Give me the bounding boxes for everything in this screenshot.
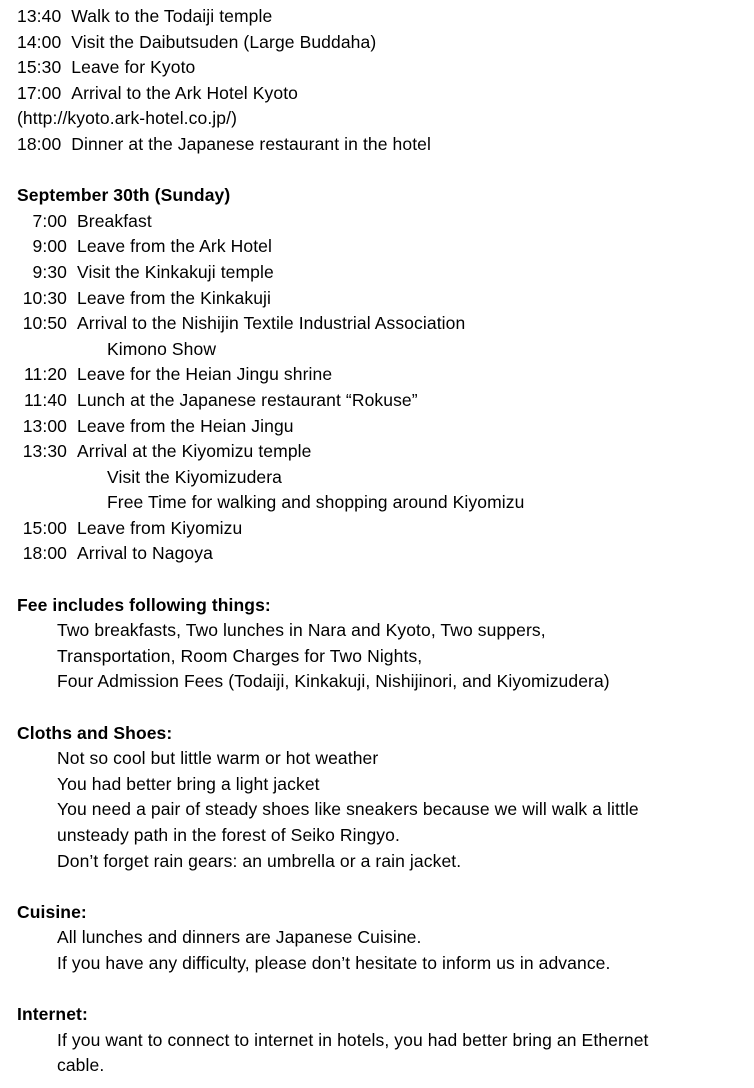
spacer: [17, 695, 737, 721]
spacer: [17, 874, 737, 900]
cloths-heading: Cloths and Shoes:: [17, 722, 173, 743]
cloths-line: unsteady path in the forest of Seiko Ringyo.: [57, 825, 400, 845]
schedule-item: [17, 81, 737, 107]
internet-heading: Internet:: [17, 1004, 88, 1025]
schedule-item: [17, 30, 737, 56]
cuisine-line: If you have any difficulty, please don’t hesitate to inform us in advance.: [57, 952, 611, 973]
schedule-text: Breakfast: [77, 210, 152, 231]
schedule-item: [17, 209, 737, 235]
schedule-time: 13:30: [22, 441, 67, 462]
schedule-time: 9:00: [32, 236, 67, 257]
cloths-line: You had better bring a light jacket: [57, 773, 320, 794]
schedule-item: [17, 55, 737, 81]
schedule-text: Leave from the Heian Jingu: [77, 415, 294, 436]
schedule-text: Leave for Kyoto: [71, 57, 196, 78]
cuisine-heading: Cuisine:: [17, 901, 87, 922]
schedule-item: [17, 414, 737, 440]
schedule-text: Leave for the Heian Jingu shrine: [77, 364, 333, 385]
schedule-item: [17, 388, 737, 414]
cloths-line: Don’t forget rain gears: an umbrella or a rain jacket.: [57, 850, 462, 871]
schedule-text: Arrival to Nagoya: [77, 543, 213, 564]
schedule-text: Lunch at the Japanese restaurant “Rokuse”: [77, 389, 418, 410]
schedule-time: 17:00: [17, 82, 62, 103]
schedule-time: 14:00: [17, 31, 62, 52]
day2-schedule: [17, 209, 737, 567]
cloths-line: You need a pair of steady shoes like sneakers because we will walk a little: [57, 799, 639, 820]
schedule-text: Walk to the Todaiji temple: [71, 6, 273, 26]
schedule-text: Dinner at the Japanese restaurant in the hotel: [71, 133, 431, 154]
cuisine-line: All lunches and dinners are Japanese Cuisine.: [57, 927, 422, 948]
schedule-time: 15:00: [22, 517, 67, 538]
fee-line: Two breakfasts, Two lunches in Nara and Kyoto, Two suppers,: [57, 620, 546, 641]
schedule-time: 10:50: [22, 313, 67, 334]
schedule-time: 9:30: [32, 261, 67, 282]
schedule-text: Arrival at the Kiyomizu temple: [77, 441, 312, 462]
spacer: [17, 977, 737, 1003]
schedule-text: Arrival to the Nishijin Textile Industrial Association: [77, 313, 466, 334]
fee-line: Four Admission Fees (Todaiji, Kinkakuji, Nishijinori, and Kiyomizudera): [57, 671, 610, 692]
schedule-item: [17, 4, 737, 30]
schedule-text: Arrival to the Ark Hotel Kyoto: [71, 82, 299, 103]
schedule-time: 10:30: [22, 287, 67, 308]
schedule-item: [17, 362, 737, 388]
itinerary-document: [17, 4, 737, 1079]
schedule-text: Leave from the Ark Hotel: [77, 236, 272, 257]
fee-line: Transportation, Room Charges for Two Nights,: [57, 645, 423, 666]
schedule-item: [17, 311, 737, 337]
cloths-line: Not so cool but little warm or hot weather: [57, 748, 379, 769]
schedule-time: 13:00: [22, 415, 67, 436]
schedule-time: 11:20: [24, 364, 67, 385]
internet-line: cable.: [57, 1055, 105, 1076]
schedule-subtext: Kimono Show: [107, 338, 217, 359]
spacer: [17, 158, 737, 184]
internet-line: If you want to connect to internet in hotels, you had better bring an Ethernet: [57, 1029, 649, 1050]
schedule-item: [17, 541, 737, 567]
fee-heading: Fee includes following things:: [17, 594, 271, 615]
schedule-item: [17, 516, 737, 542]
schedule-time: 18:00: [22, 543, 67, 564]
schedule-item: [17, 439, 737, 465]
schedule-subtext: Visit the Kiyomizudera: [107, 466, 283, 487]
hotel-url: (http://kyoto.ark-hotel.co.jp/): [17, 108, 237, 129]
schedule-text: Visit the Kinkakuji temple: [77, 261, 274, 282]
schedule-text: Leave from Kiyomizu: [77, 517, 243, 538]
schedule-time: 7:00: [32, 210, 67, 231]
schedule-item: [17, 490, 737, 516]
schedule-time: 13:40: [17, 6, 62, 26]
schedule-item: [17, 337, 737, 363]
schedule-item: [17, 286, 737, 312]
schedule-time: 11:40: [24, 389, 67, 410]
schedule-time: 15:30: [17, 57, 62, 78]
spacer: [17, 567, 737, 593]
schedule-time: 18:00: [17, 133, 62, 154]
schedule-subtext: Free Time for walking and shopping around Kiyomizu: [107, 492, 525, 513]
schedule-item: [17, 132, 737, 158]
schedule-item: [17, 260, 737, 286]
schedule-text: Leave from the Kinkakuji: [77, 287, 272, 308]
day-heading: September 30th (Sunday): [17, 185, 231, 206]
schedule-text: Visit the Daibutsuden (Large Buddaha): [71, 31, 377, 52]
schedule-item: [17, 234, 737, 260]
schedule-item: [17, 465, 737, 491]
